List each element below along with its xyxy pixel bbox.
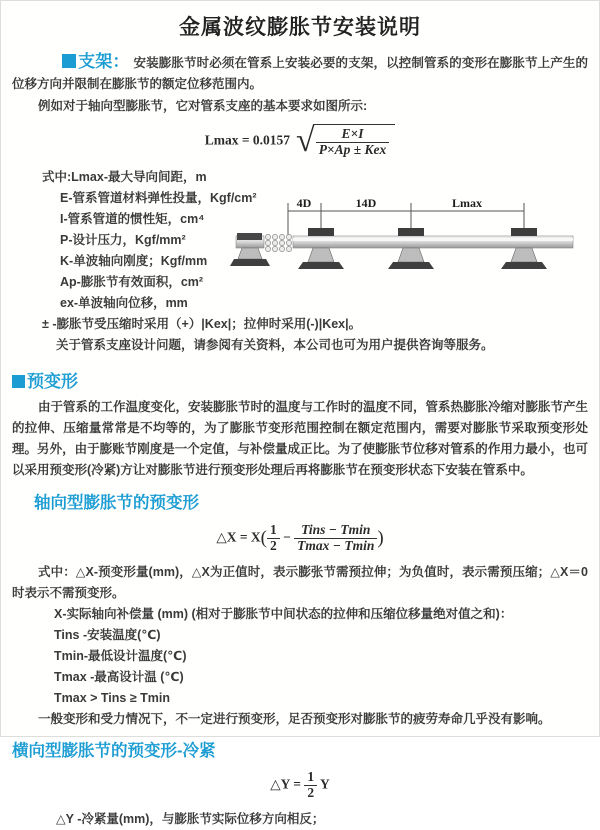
sqrt-denominator: P×Ap ± Kex bbox=[316, 142, 390, 158]
right-paren: ) bbox=[377, 527, 384, 549]
def-item: I-管系管道的惯性矩，cm⁴ bbox=[60, 211, 205, 226]
half-numerator: 1 bbox=[307, 769, 315, 785]
section-marker-icon bbox=[12, 375, 25, 388]
axial-formula-lead: △X = X bbox=[216, 529, 261, 545]
axial-definitions bbox=[54, 604, 588, 709]
def-item: P-设计压力，Kgf/mm² bbox=[60, 232, 186, 247]
predeform-paragraph: 由于管系的工作温度变化，安装膨胀节时的温度与工作时的温度不同，管系热膨胀冷缩对膨胀节产生的拉伸、压缩量常常是不均等的，为了膨胀节变形范围控制在额定范围内，需要对膨胀节采取预变形处理。另外，由于膨账节刚度是一个定值，与补偿量成正比。为了使膨胀节位移对管系的作用力最小，也可以采用预变形(冷紧)方让对膨胀节进行预变形处理后再将膨胀节在预变形状态下安装在管系中。 bbox=[12, 399, 589, 477]
half-numerator: 1 bbox=[269, 521, 277, 537]
lmax-formula bbox=[12, 124, 588, 159]
dim-label-4d: 4D bbox=[296, 195, 312, 210]
sqrt-expression bbox=[296, 124, 395, 159]
predeform-section-label: 预变形 bbox=[27, 371, 78, 391]
lateral-formula-tail: Y bbox=[319, 776, 330, 792]
lateral-subheading: 横向型膨胀节的预变形-冷紧 bbox=[12, 742, 216, 761]
support-section-label: 支架： bbox=[78, 52, 130, 71]
sqrt-numerator: E×I bbox=[341, 126, 364, 141]
pipe-support bbox=[388, 228, 434, 269]
dim-label-14d: 14D bbox=[355, 195, 377, 210]
pipe-support bbox=[298, 228, 344, 269]
axial-explain: 式中：△X-预变形量(mm)，△X为正值时，表示膨张节需预拉伸；为负值时，表示需预压缩；△X＝0时表示不需预变形。 bbox=[12, 565, 588, 601]
half-denominator: 2 bbox=[304, 785, 317, 801]
def-item: X-实际轴向补偿量 (mm) (相对于膨胀节中间状态的拉伸和压缩位移量绝对值之和)： bbox=[54, 607, 513, 622]
lateral-note: △Y -冷紧量(mm)，与膨胀节实际位移方向相反； bbox=[56, 812, 325, 827]
def-item: Tmax -最高设计温 (℃) bbox=[54, 670, 184, 685]
support-example-text: 例如对于轴向型膨胀节，它对管系支座的基本要求如图所示: bbox=[38, 99, 368, 113]
temp-frac-denominator: Tmax − Tmin bbox=[294, 538, 377, 554]
def-item: Tins -安装温度(℃) bbox=[54, 628, 161, 643]
support-intro-text: 安装膨胀节时必须在管系上安装必要的支架，以控制管系的变形在膨胀节上产生的位移方向并限制在膨胀节的额定位移范围内。 bbox=[12, 56, 588, 91]
def-item: Tmin-最低设计温度(℃) bbox=[54, 649, 187, 664]
def-item: K-单波轴向刚度；Kgf/mm bbox=[60, 253, 208, 268]
axial-note: 一般变形和受力情况下，不一定进行预变形，足否预变形对膨胀节的疲劳寿命几乎没有影响。 bbox=[38, 712, 551, 727]
pipe-support-diagram bbox=[236, 195, 588, 291]
definitions-and-diagram bbox=[12, 167, 588, 314]
def-item: ex-单波轴向位移，mm bbox=[60, 295, 188, 310]
def-item: E-管系管道材料弹性投量，Kgf/cm² bbox=[60, 190, 257, 205]
main-pipe bbox=[293, 236, 573, 248]
temp-frac-numerator: Tins − Tmin bbox=[301, 521, 371, 537]
pipe-support bbox=[501, 228, 547, 269]
support-paragraph bbox=[12, 51, 588, 95]
lmax-formula-lhs: Lmax = 0.0157 bbox=[204, 132, 291, 148]
axial-subheading: 轴向型膨胀节的预变形 bbox=[34, 493, 199, 512]
defs-lead: 式中:Lmax-最大导向间距，m bbox=[42, 169, 207, 184]
dim-label-lmax: Lmax bbox=[452, 195, 482, 210]
lateral-formula-lead: △Y = bbox=[270, 776, 301, 792]
page-title: 金属波纹膨胀节安装说明 bbox=[179, 16, 421, 39]
minus-sign: − bbox=[283, 529, 291, 545]
anchor-clamp bbox=[237, 233, 262, 240]
radical-sign: √ bbox=[296, 122, 315, 160]
predeform-section-heading bbox=[12, 370, 588, 394]
support-service-note: 关于管系支座设计问题，请参阅有关资料，本公司也可为用户提供咨询等服务。 bbox=[56, 337, 494, 352]
axial-formula bbox=[12, 523, 588, 554]
left-paren: ( bbox=[260, 527, 267, 549]
def-item: Ap-膨胀节有效面积，cm² bbox=[60, 274, 204, 289]
section-marker-icon bbox=[62, 54, 76, 68]
lateral-formula bbox=[12, 770, 588, 801]
half-denominator: 2 bbox=[267, 538, 280, 554]
plusminus-note: ± -膨胀节受压缩时采用（+）|Kex|；拉伸时采用(-)|Kex|。 bbox=[42, 316, 362, 331]
def-item: Tmax > Tins ≥ Tmin bbox=[54, 691, 171, 706]
bellows-icon bbox=[265, 234, 291, 251]
